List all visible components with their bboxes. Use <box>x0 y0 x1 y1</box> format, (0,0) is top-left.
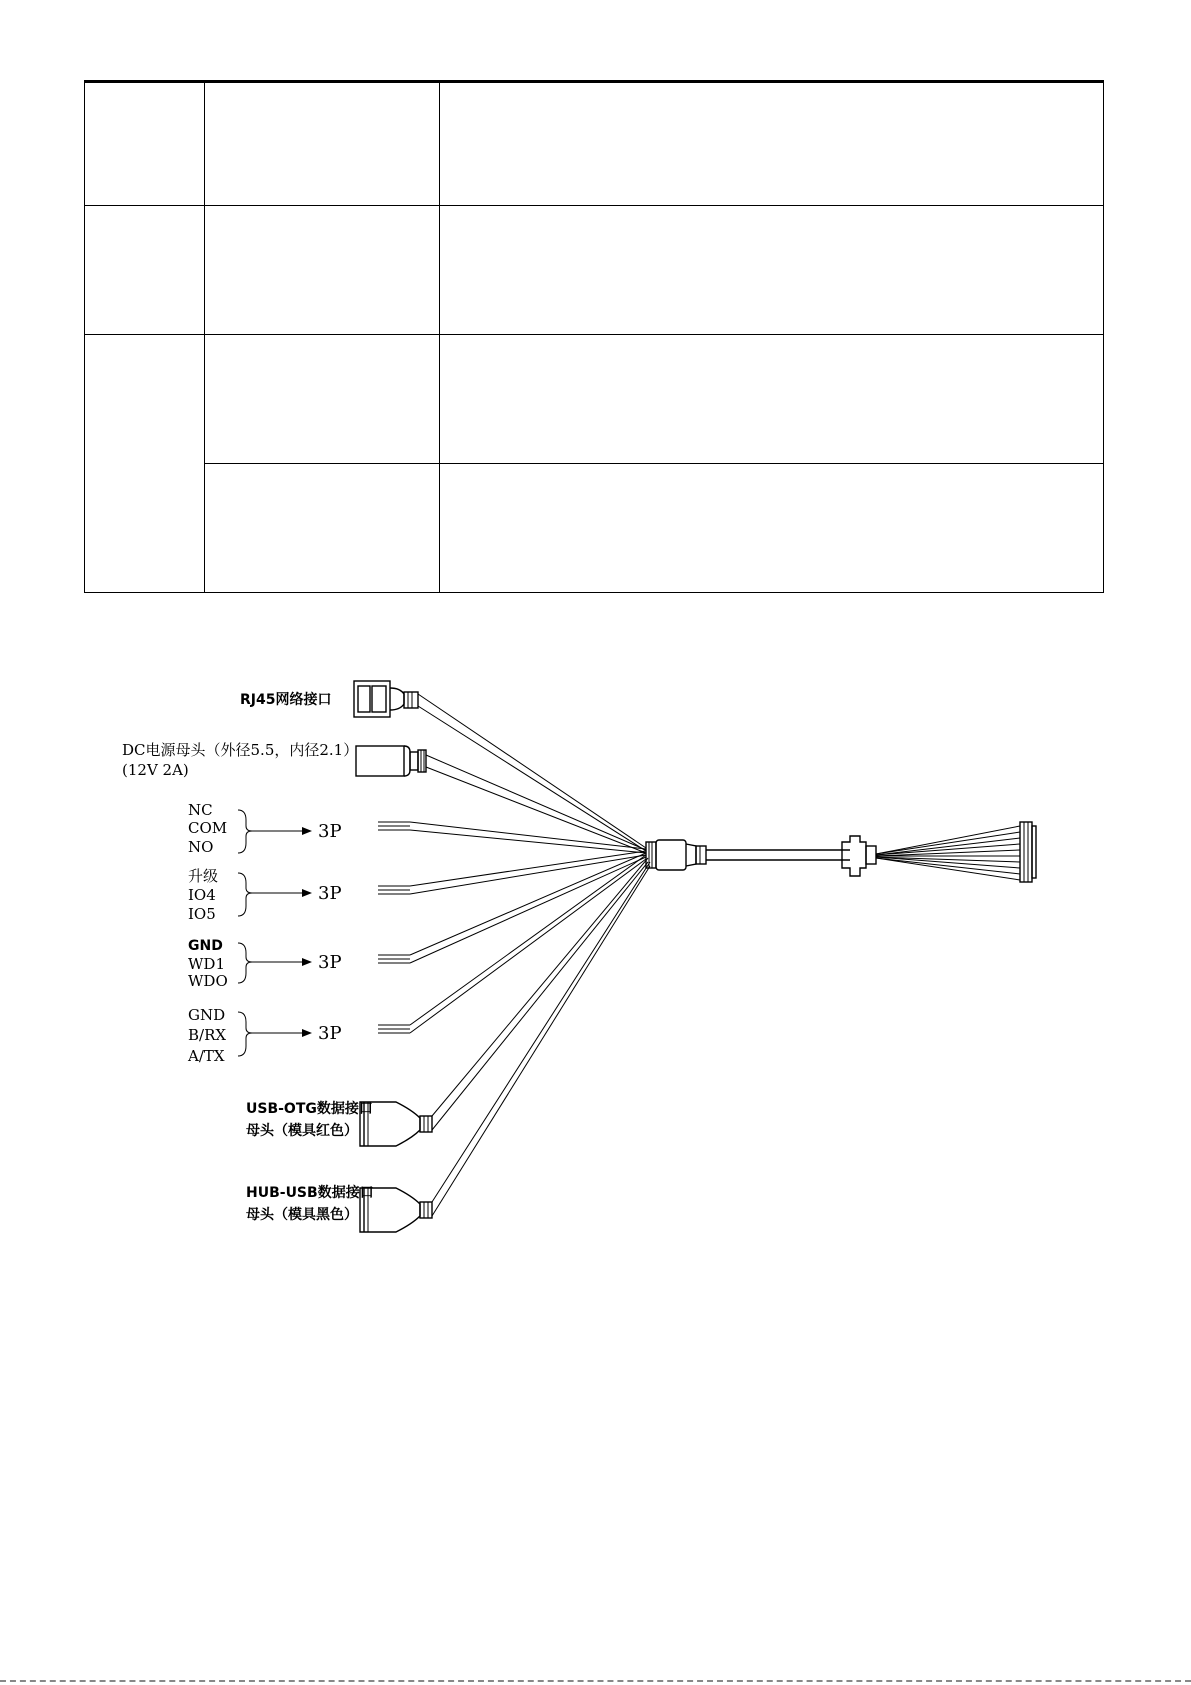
table-row <box>85 82 1104 206</box>
pin-group-io <box>188 867 342 923</box>
table-cell <box>440 464 1104 593</box>
usb-otg-sublabel: 母头（模具红色） <box>246 1123 358 1139</box>
table-row <box>85 206 1104 335</box>
table-cell <box>205 335 440 464</box>
rj45-label: RJ45网络接口 <box>240 692 332 708</box>
table-cell <box>440 335 1104 464</box>
pin-label: IO5 <box>188 905 216 923</box>
page-bottom-rule <box>0 1680 1191 1682</box>
rj45-connector-icon <box>354 681 418 717</box>
table-cell <box>205 206 440 335</box>
table-cell <box>85 206 205 335</box>
pin-label: WD1 <box>188 955 225 973</box>
table-cell <box>85 82 205 206</box>
pin-label: 升级 <box>188 867 219 885</box>
table-row <box>85 464 1104 593</box>
dc-jack-icon <box>356 746 426 776</box>
table-cell <box>205 82 440 206</box>
pin-label: GND <box>188 938 223 954</box>
pin-label: B/RX <box>188 1026 227 1044</box>
pin-label: COM <box>188 819 228 837</box>
pin-group-relay <box>188 801 342 856</box>
pin-group-serial <box>187 1006 342 1065</box>
board-connector-icon <box>842 822 1036 882</box>
cable-hub-icon <box>646 840 850 870</box>
pin-group-wd <box>188 938 342 990</box>
dc-spec-label: (12V 2A) <box>122 761 189 779</box>
wire-ends <box>378 822 410 1033</box>
pin-count-label: 3P <box>318 821 342 842</box>
pin-label: NC <box>188 801 213 819</box>
usb-hub-sublabel: 母头（模具黑色） <box>246 1207 358 1223</box>
table-cell <box>205 464 440 593</box>
pin-label: IO4 <box>188 886 216 904</box>
spec-table <box>84 80 1104 593</box>
table-row <box>85 335 1104 464</box>
pin-count-label: 3P <box>318 883 342 904</box>
fanout-cables <box>410 694 650 1216</box>
pin-label: NO <box>188 838 214 856</box>
table-cell <box>440 206 1104 335</box>
pin-count-label: 3P <box>318 952 342 973</box>
pin-label: WDO <box>188 972 228 990</box>
table-cell <box>440 82 1104 206</box>
cable-diagram <box>0 640 1191 1240</box>
usb-otg-label: USB-OTG数据接口 <box>246 1101 373 1117</box>
usb-hub-label: HUB-USB数据接口 <box>246 1185 374 1201</box>
pin-count-label: 3P <box>318 1023 342 1044</box>
table-cell-merged <box>85 335 205 593</box>
pin-label: A/TX <box>188 1047 225 1065</box>
dc-label: DC电源母头（外径5.5，内径2.1） <box>122 741 359 759</box>
pin-label: GND <box>188 1006 226 1024</box>
